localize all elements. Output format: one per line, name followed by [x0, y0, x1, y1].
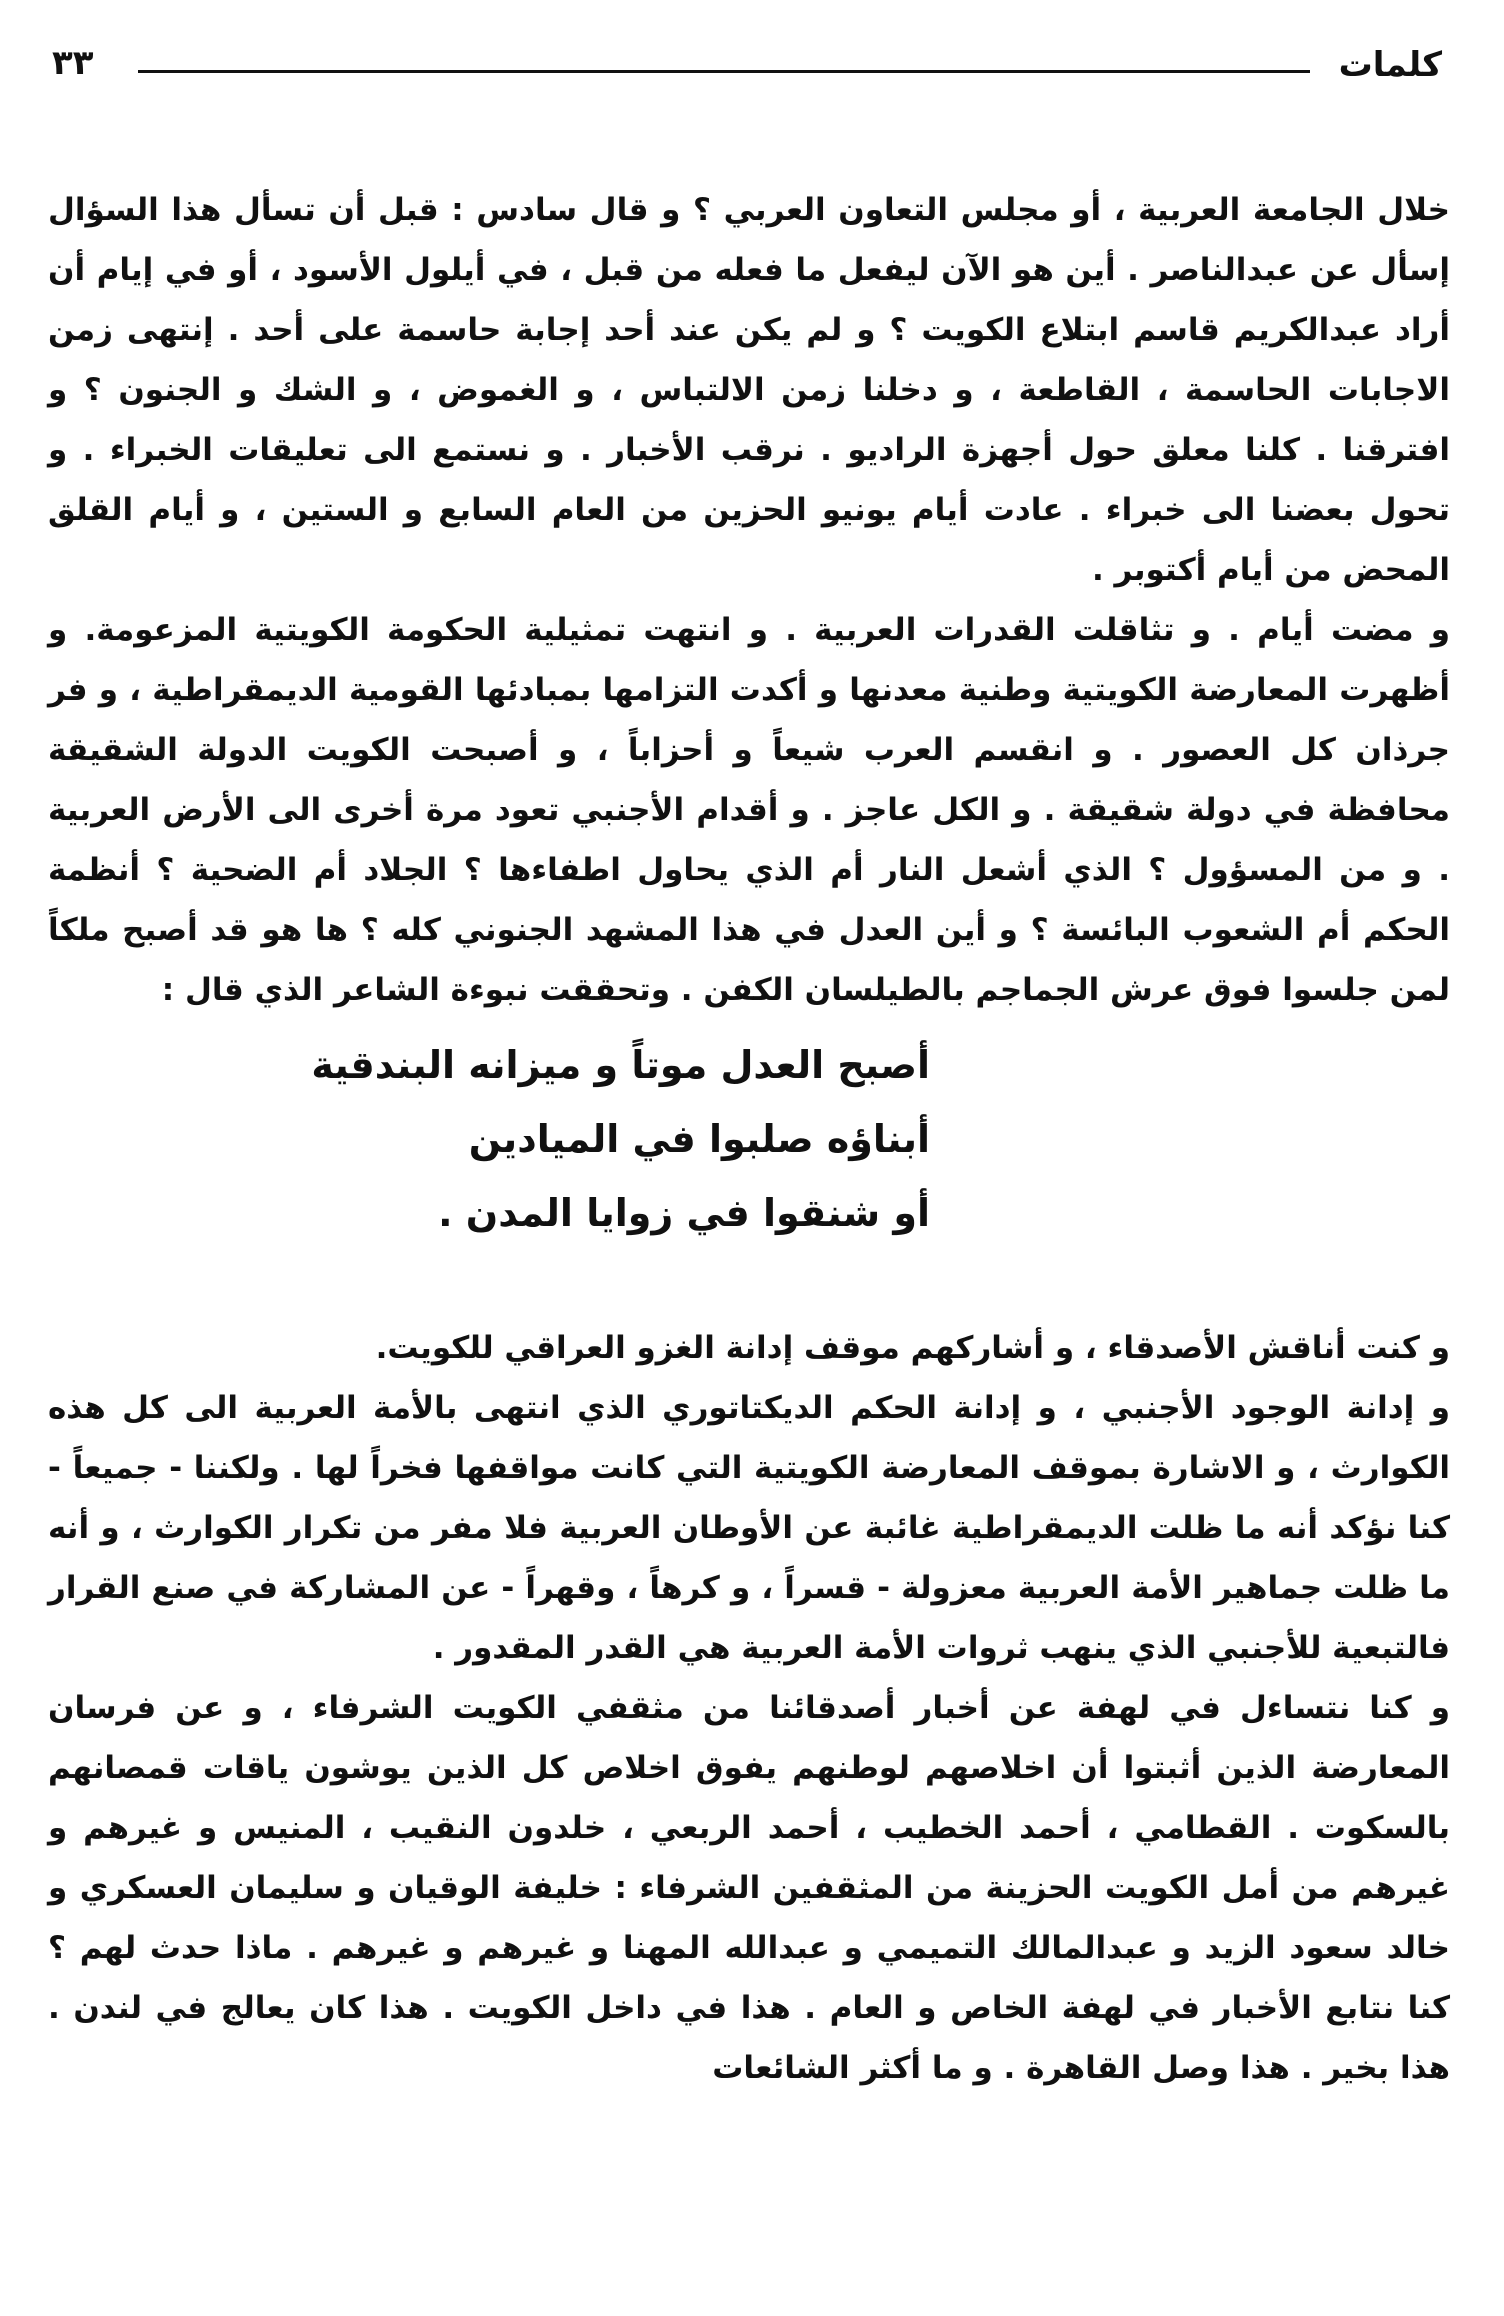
- paragraph-1: خلال الجامعة العربية ، أو مجلس التعاون العربي ؟ و قال سادس : قبل أن تسأل هذا السؤال إسأل عن عبدالناصر . أين هو الآن ليفعل ما فعله من قبل ، في أيلول الأسود ، أو في إيام أن أراد عبدالكريم قاسم ابتلاع الكويت ؟ و لم يكن عند أحد إجابة حاسمة على أحد . إنتهى زمن الاجابات الحاسمة ، القاطعة ، و دخلنا زمن الالتباس ، و الغموض ، و الشك و الجنون ؟ و افترقنا . كلنا معلق حول أجهزة الراديو . نرقب الأخبار . و نستمع الى تعليقات الخبراء . و تحول بعضنا الى خبراء . عادت أيام يونيو الحزين من العام السابع و الستين ، و أيام القلق المحض من أيام أكتوبر .: [48, 192, 1450, 588]
- body-text: [48, 180, 1450, 2098]
- paragraph-2: و مضت أيام . و تثاقلت القدرات العربية . و انتهت تمثيلية الحكومة الكويتية المزعومة. و أظهرت المعارضة الكويتية وطنية معدنها و أكدت التزامها بمبادئها القومية الديمقراطية ، و فر جرذان كل العصور . و انقسم العرب شيعاً و أحزاباً ، و أصبحت الكويت الدولة الشقيقة محافظة في دولة شقيقة . و الكل عاجز . و أقدام الأجنبي تعود مرة أخرى الى الأرض العربية . و من المسؤول ؟ الذي أشعل النار أم الذي يحاول اطفاءها ؟ الجلاد أم الضحية ؟ أنظمة الحكم أم الشعوب البائسة ؟ و أين العدل في هذا المشهد الجنوني كله ؟ ها هو قد أصبح ملكاً لمن جلسوا فوق عرش الجماجم بالطيلسان الكفن . وتحققت نبوءة الشاعر الذي قال :: [48, 612, 1450, 1008]
- poem-verse: [48, 1028, 1450, 1250]
- page-header: [48, 40, 1450, 110]
- page-number: ٣٣: [52, 43, 94, 83]
- header-rule: [138, 70, 1310, 73]
- running-title: كلمات: [1338, 45, 1442, 85]
- paragraph-4: و إدانة الوجود الأجنبي ، و إدانة الحكم الديكتاتوري الذي انتهى بالأمة العربية الى كل هذه الكوارث ، و الاشارة بموقف المعارضة الكويتية التي كانت مواقفها فخراً لها . ولكننا - جميعاً - كنا نؤكد أنه ما ظلت الديمقراطية غائبة عن الأوطان العربية فلا مفر من تكرار الكوارث ، و أنه ما ظلت جماهير الأمة العربية معزولة - قسراً ، و كرهاً ، وقهراً - عن المشاركة في صنع القرار فالتبعية للأجنبي الذي ينهب ثروات الأمة العربية هي القدر المقدور .: [48, 1390, 1450, 1666]
- paragraph-5: و كنا نتساءل في لهفة عن أخبار أصدقائنا من مثقفي الكويت الشرفاء ، و عن فرسان المعارضة الذين أثبتوا أن اخلاصهم لوطنهم يفوق اخلاص كل الذين يوشون ياقات قمصانهم بالسكوت . القطامي ، أحمد الخطيب ، أحمد الربعي ، خلدون النقيب ، المنيس و غيرهم و غيرهم من أمل الكويت الحزينة من المثقفين الشرفاء : خليفة الوقيان و سليمان العسكري و خالد سعود الزيد و عبدالمالك التميمي و عبدالله المهنا و غيرهم و غيرهم . ماذا حدث لهم ؟ كنا نتابع الأخبار في لهفة الخاص و العام . هذا في داخل الكويت . هذا كان يعالج في لندن . هذا بخير . هذا وصل القاهرة . و ما أكثر الشائعات: [48, 1690, 1450, 2086]
- verse-line-2: أبناؤه صلبوا في الميادين: [468, 1117, 930, 1161]
- paragraph-3: و كنت أناقش الأصدقاء ، و أشاركهم موقف إدانة الغزو العراقي للكويت.: [375, 1330, 1450, 1366]
- verse-line-1: أصبح العدل موتاً و ميزانه البندقية: [311, 1043, 930, 1087]
- verse-line-3: أو شنقوا في زوايا المدن .: [438, 1191, 930, 1235]
- section-gap: [48, 1250, 1450, 1318]
